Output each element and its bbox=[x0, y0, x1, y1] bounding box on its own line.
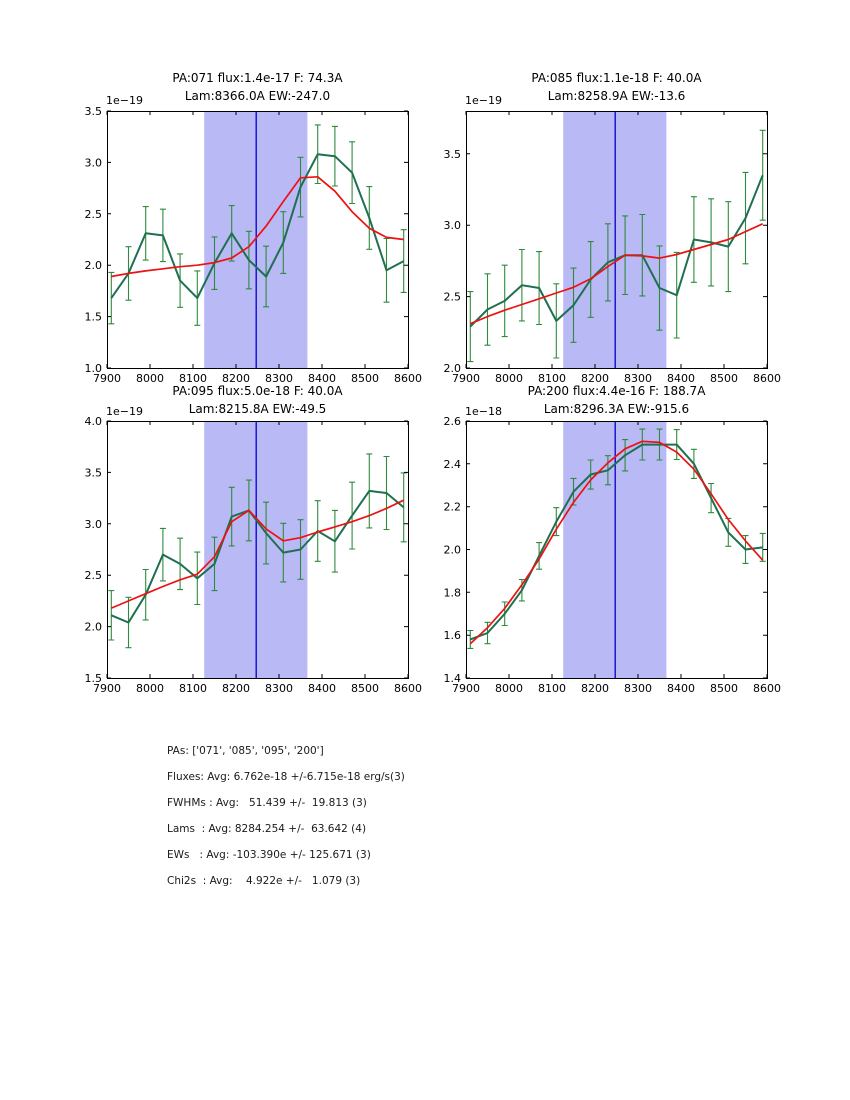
y-tick-label: 3.0 bbox=[84, 517, 102, 531]
x-tick-label: 8200 bbox=[222, 372, 250, 385]
y-tick-label: 2.0 bbox=[443, 543, 461, 557]
summary-ews: EWs : Avg: -103.390e +/- 125.671 (3) bbox=[167, 849, 371, 861]
x-tick-label: 8400 bbox=[667, 682, 695, 695]
summary-lams: Lams : Avg: 8284.254 +/- 63.642 (4) bbox=[167, 823, 367, 835]
x-tick-label: 8200 bbox=[222, 682, 250, 695]
y-tick-label: 1.5 bbox=[84, 310, 102, 324]
x-tick-label: 8100 bbox=[538, 682, 566, 695]
x-tick-label: 8100 bbox=[179, 372, 207, 385]
x-tick-label: 8400 bbox=[667, 372, 695, 385]
x-tick-label: 8300 bbox=[624, 372, 652, 385]
y-tick-label: 1.8 bbox=[443, 586, 461, 600]
plot-title-pa085-line1: PA:085 flux:1.1e-18 F: 40.0A bbox=[531, 71, 702, 85]
y-tick-label: 1.6 bbox=[443, 629, 461, 643]
x-tick-label: 8300 bbox=[624, 682, 652, 695]
summary-fwhms: FWHMs : Avg: 51.439 +/- 19.813 (3) bbox=[167, 797, 367, 809]
summary-pas: PAs: ['071', '085', '095', '200'] bbox=[167, 745, 324, 757]
x-tick-label: 8500 bbox=[351, 372, 379, 385]
y-tick-label: 1.4 bbox=[443, 672, 461, 685]
x-tick-label: 8300 bbox=[265, 372, 293, 385]
y-offset-label-pa071: 1e−19 bbox=[106, 94, 143, 107]
x-tick-label: 8200 bbox=[581, 682, 609, 695]
x-tick-label: 7900 bbox=[452, 682, 480, 695]
y-tick-label: 1.5 bbox=[84, 672, 102, 685]
y-tick-label: 2.0 bbox=[84, 620, 102, 634]
x-tick-label: 8000 bbox=[136, 372, 164, 385]
y-tick-label: 1.0 bbox=[84, 362, 102, 375]
x-tick-label: 8400 bbox=[308, 682, 336, 695]
summary-fluxes: Fluxes: Avg: 6.762e-18 +/-6.715e-18 erg/s(3) bbox=[167, 771, 405, 783]
y-tick-label: 3.5 bbox=[443, 147, 461, 161]
x-tick-label: 8400 bbox=[308, 372, 336, 385]
x-tick-label: 8200 bbox=[581, 372, 609, 385]
y-tick-label: 2.2 bbox=[443, 500, 461, 514]
x-tick-label: 8500 bbox=[710, 682, 738, 695]
x-tick-label: 8600 bbox=[753, 682, 781, 695]
x-tick-label: 8300 bbox=[265, 682, 293, 695]
y-tick-label: 2.5 bbox=[84, 569, 102, 583]
x-tick-label: 8500 bbox=[710, 372, 738, 385]
y-tick-label: 2.5 bbox=[84, 207, 102, 221]
plot-pa095 bbox=[85, 415, 423, 695]
y-tick-label: 3.5 bbox=[84, 466, 102, 480]
x-tick-label: 8000 bbox=[495, 682, 523, 695]
y-offset-label-pa095: 1e−19 bbox=[106, 405, 143, 418]
x-tick-label: 8100 bbox=[179, 682, 207, 695]
plot-title-pa200-line2: Lam:8296.3A EW:-915.6 bbox=[543, 402, 690, 416]
x-tick-label: 8100 bbox=[538, 372, 566, 385]
summary-chi2s: Chi2s : Avg: 4.922e +/- 1.079 (3) bbox=[167, 875, 361, 887]
x-tick-label: 7900 bbox=[93, 682, 121, 695]
plot-title-pa071-line1: PA:071 flux:1.4e-17 F: 74.3A bbox=[172, 71, 343, 85]
y-tick-label: 3.0 bbox=[443, 219, 461, 233]
y-tick-label: 2.6 bbox=[443, 415, 461, 428]
y-offset-label-pa085: 1e−19 bbox=[465, 94, 502, 107]
y-tick-label: 3.0 bbox=[84, 156, 102, 170]
plot-pa200 bbox=[444, 415, 782, 695]
plot-title-pa085-line2: Lam:8258.9A EW:-13.6 bbox=[547, 89, 686, 103]
x-tick-label: 8600 bbox=[753, 372, 781, 385]
y-offset-label-pa200: 1e−18 bbox=[465, 405, 502, 418]
plot-pa085 bbox=[444, 111, 782, 385]
plot-pa071 bbox=[85, 105, 423, 385]
plot-title-pa200-line1: PA:200 flux:4.4e-16 F: 188.7A bbox=[527, 384, 706, 398]
y-tick-label: 2.5 bbox=[443, 290, 461, 304]
plot-title-pa095-line2: Lam:8215.8A EW:-49.5 bbox=[188, 402, 327, 416]
x-tick-label: 8600 bbox=[394, 682, 422, 695]
y-tick-label: 2.4 bbox=[443, 457, 461, 471]
y-tick-label: 2.0 bbox=[84, 259, 102, 273]
plot-title-pa071-line2: Lam:8366.0A EW:-247.0 bbox=[184, 89, 331, 103]
x-tick-label: 7900 bbox=[93, 372, 121, 385]
y-tick-label: 4.0 bbox=[84, 415, 102, 428]
y-tick-label: 2.0 bbox=[443, 362, 461, 375]
x-tick-label: 7900 bbox=[452, 372, 480, 385]
x-tick-label: 8000 bbox=[495, 372, 523, 385]
x-tick-label: 8000 bbox=[136, 682, 164, 695]
y-tick-label: 3.5 bbox=[84, 105, 102, 118]
x-tick-label: 8600 bbox=[394, 372, 422, 385]
x-tick-label: 8500 bbox=[351, 682, 379, 695]
plot-title-pa095-line1: PA:095 flux:5.0e-18 F: 40.0A bbox=[172, 384, 343, 398]
